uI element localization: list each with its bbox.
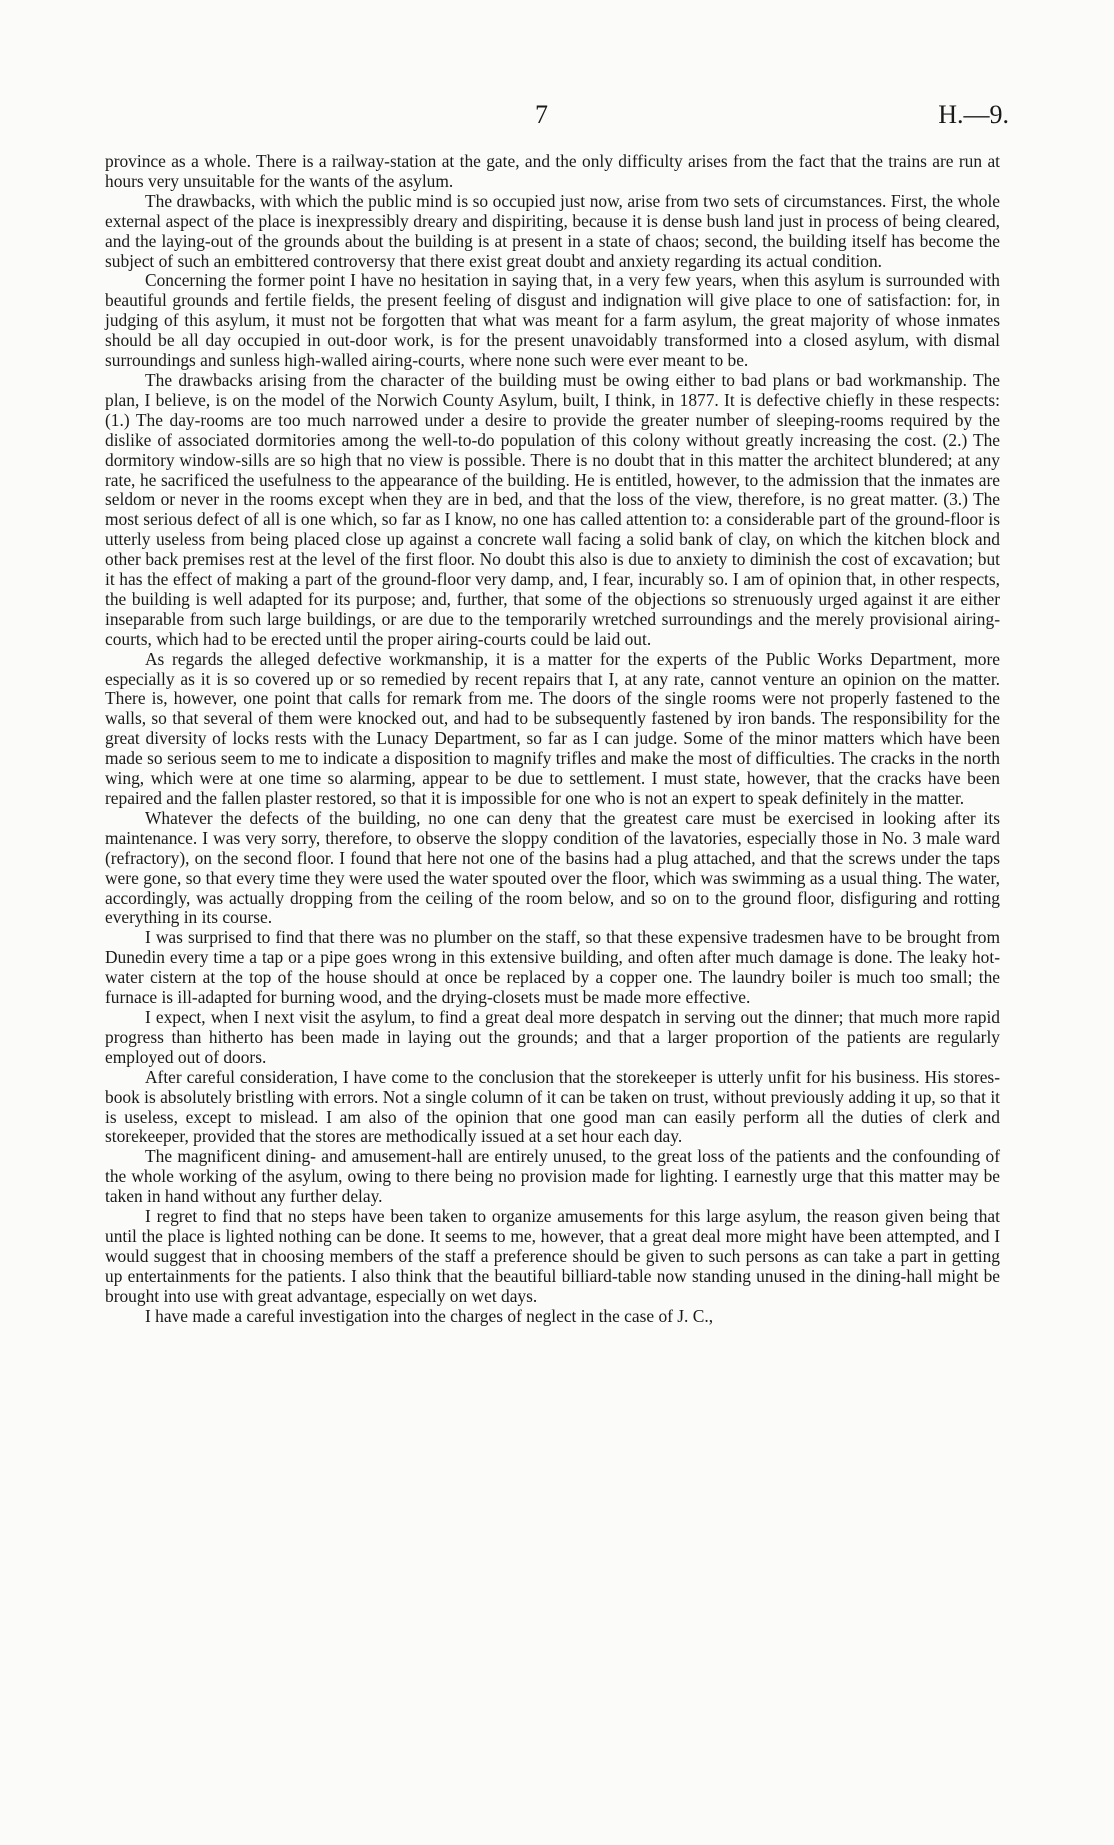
body-text — [105, 152, 1000, 1326]
paragraph-4: The drawbacks arising from the character of the building must be owing either to bad plans or bad workmanship. The plan, I believe, is on the model of the Norwich County Asylum, built, I think, in 1877. It is defective chiefly in these respects: (1.) The day-rooms are too much narrowed under a desire to provide the greater number of sleeping-rooms required by the dislike of associated dormitories among the well-to-do population of this colony without greatly increasing the cost. (2.) The dormitory window-sills are so high that no view is possible. There is no doubt that in this matter the architect blundered; at any rate, he sacrificed the usefulness to the appearance of the building. He is entitled, however, to the admission that the inmates are seldom or never in the rooms except when they are in bed, and that the loss of the view, therefore, is no great matter. (3.) The most serious defect of all is one which, so far as I know, no one has called attention to: a considerable part of the ground-floor is utterly useless from being placed close up against a concrete wall facing a solid bank of clay, on which the kitchen block and other back premises rest at the level of the first floor. No doubt this also is due to anxiety to diminish the cost of excavation; but it has the effect of making a part of the ground-floor very damp, and, I fear, incurably so. I am of opinion that, in other respects, the building is well adapted for its purpose; and, further, that some of the objections so strenuously urged against it are either inseparable from such large buildings, or are due to the temporarily wretched surroundings and the merely provisional airing-courts, which had to be erected until the proper airing-courts could be laid out. — [105, 369, 1000, 649]
paragraph-3: Concerning the former point I have no hesitation in saying that, in a very few years, when this asylum is surrounded with beautiful grounds and fertile fields, the present feeling of disgust and indignation will give place to one of satisfaction: for, in judging of this asylum, it must not be forgotten that what was meant for a farm asylum, the great majority of whose inmates should be all day occupied in out-door work, is for the present unavoidably transformed into a closed asylum, with dismal surroundings and sunless high-walled airing-courts, where none such were ever meant to be. — [105, 270, 1000, 371]
document-reference: H.—9. — [938, 100, 1009, 129]
paragraph-9: After careful consideration, I have come to the conclusion that the storekeeper is utterly unfit for his business. His stores-book is absolutely bristling with errors. Not a single column of it can be taken on trust, without previously adding it up, so that it is useless, except to mislead. I am also of the opinion that one good man can easily perform all the duties of clerk and storekeeper, provided that the stores are methodically issued at a set hour each day. — [105, 1066, 1001, 1147]
paragraph-1: province as a whole. There is a railway-station at the gate, and the only difficulty arises from the fact that the trains are run at hours very unsuitable for the wants of the asylum. — [105, 151, 1000, 191]
page-header — [0, 100, 1114, 140]
paragraph-11: I regret to find that no steps have been taken to organize amusements for this large asylum, the reason given being that until the place is lighted nothing can be done. It seems to me, however, that a great deal more might have been attempted, and I would suggest that in choosing members of the staff a preference should be given to such persons as can take a part in getting up entertainments for the patients. I also think that the beautiful billiard-table now standing unused in the dining-hall might be brought into use with great advantage, especially on wet days. — [105, 1206, 1000, 1306]
paragraph-8: I expect, when I next visit the asylum, to find a great deal more despatch in serving out the dinner; that much more rapid progress than hitherto has been made in laying out the grounds; and that a larger proportion of the patients are regularly employed out of doors. — [105, 1006, 1000, 1067]
paragraph-10: The magnificent dining- and amusement-hall are entirely unused, to the great loss of the patients and the confounding of the whole working of the asylum, owing to there being no provision made for lighting. I earnestly urge that this matter may be taken in hand without any further delay. — [105, 1146, 1000, 1207]
paragraph-6: Whatever the defects of the building, no one can deny that the greatest care must be exercised in looking after its maintenance. I was very sorry, therefore, to observe the sloppy condition of the lavatories, especially those in No. 3 male ward (refractory), on the second floor. I found that here not one of the basins had a plug attached, and that the screws under the taps were gone, so that every time they were used the water spouted over the floor, which was swimming as a usual thing. The water, accordingly, was actually dropping from the ceiling of the room below, and so on to the ground floor, disfiguring and rotting everything in its course. — [105, 807, 1000, 928]
paragraph-7: I was surprised to find that there was no plumber on the staff, so that these expensive tradesmen have to be brought from Dunedin every time a tap or a pipe goes wrong in this extensive building, and often after much damage is done. The leaky hot-water cistern at the top of the house should at once be replaced by a copper one. The laundry boiler is much too small; the furnace is ill-adapted for burning wood, and the drying-closets must be made more effective. — [105, 927, 1000, 1008]
paragraph-5: As regards the alleged defective workmanship, it is a matter for the experts of the Public Works Department, more especially as it is so covered up or so remedied by recent repairs that I, at any rate, cannot venture an opinion on the matter. There is, however, one point that calls for remark from me. The doors of the single rooms were not properly fastened to the walls, so that several of them were knocked out, and had to be subsequently fastened by iron bands. The responsibility for the great diversity of locks rests with the Lunacy Department, so far as I can judge. Some of the minor matters which have been made so serious seem to me to indicate a disposition to magnify trifles and make the most of difficulties. The cracks in the north wing, which were at one time so alarming, appear to be due to settlement. I must state, however, that the cracks have been repaired and the fallen plaster restored, so that it is impossible for one who is not an expert to speak definitely in the matter. — [105, 648, 1000, 808]
paragraph-12: I have made a careful investigation into the charges of neglect in the case of J. C., — [145, 1305, 714, 1326]
paragraph-2: The drawbacks, with which the public mind is so occupied just now, arise from two sets of circumstances. First, the whole external aspect of the place is inexpressibly dreary and dispiriting, because it is dense bush land just in process of being cleared, and the laying-out of the grounds about the building is at present in a state of chaos; second, the building itself has become the subject of such an embittered controversy that there exist great doubt and anxiety regarding its actual condition. — [105, 190, 1000, 271]
page-number: 7 — [535, 100, 548, 129]
